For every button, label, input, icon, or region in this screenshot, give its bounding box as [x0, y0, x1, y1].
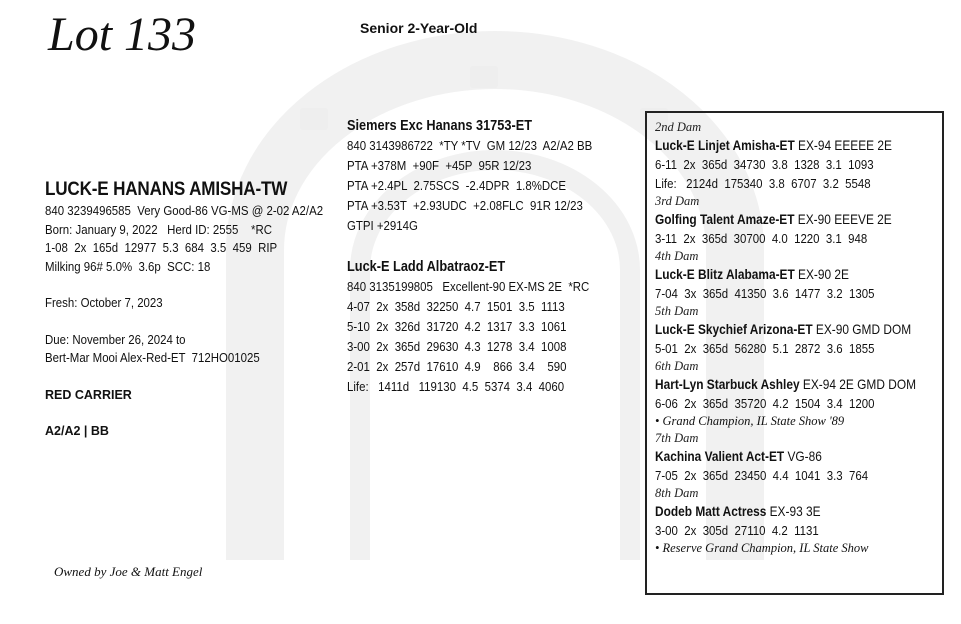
ancestor-name: Hart-Lyn Starbuck Ashley: [655, 376, 800, 392]
ancestor-record: 5-01 2x 365d 56280 5.1 2872 3.6 1855: [655, 341, 875, 356]
generation-label: 5th Dam: [655, 304, 699, 318]
generation-label: 2nd Dam: [655, 120, 702, 134]
genetics: A2/A2 | BB: [45, 423, 109, 438]
ancestor-score: VG-86: [784, 448, 822, 464]
sire-line: GTPI +2914G: [347, 218, 418, 233]
animal-detail-line: Born: January 9, 2022 Herd ID: 2555 *RC: [45, 221, 273, 237]
generation-label: 6th Dam: [655, 359, 699, 373]
ancestor-8th-dam: [655, 485, 934, 557]
sire-name: Siemers Exc Hanans 31753-ET: [347, 117, 532, 134]
ancestor-award: • Reserve Grand Champion, IL State Show: [655, 541, 869, 555]
ancestor-score: EX-90 GMD DOM: [812, 321, 912, 337]
ancestor-7th-dam: [655, 430, 934, 485]
generation-label: 8th Dam: [655, 486, 699, 500]
ancestor-score: EX-93 3E: [766, 503, 821, 519]
fresh-date: Fresh: October 7, 2023: [45, 295, 163, 310]
ancestor-record: 3-11 2x 365d 30700 4.0 1220 3.1 948: [655, 231, 868, 246]
dam-line: 840 3135199805 Excellent-90 EX-MS 2E *RC: [347, 279, 590, 294]
ancestor-award: • Grand Champion, IL State Show '89: [655, 414, 845, 428]
generation-label: 3rd Dam: [655, 194, 700, 208]
animal-detail-line: 1-08 2x 165d 12977 5.3 684 3.5 459 RIP: [45, 240, 278, 255]
ancestor-name: Luck-E Linjet Amisha-ET: [655, 137, 795, 153]
ancestor-score: EX-90 2E: [794, 266, 849, 282]
sire-line: PTA +3.53T +2.93UDC +2.08FLC 91R 12/23: [347, 198, 583, 213]
animal-detail-line: 840 3239496585 Very Good-86 VG-MS @ 2-02 A2/A2: [45, 203, 324, 218]
sire-line: PTA +378M +90F +45P 95R 12/23: [347, 158, 532, 173]
ancestor-4th-dam: [655, 248, 934, 303]
dam-line: 2-01 2x 257d 17610 4.9 866 3.4 590: [347, 359, 567, 374]
maternal-pedigree-box: [645, 111, 944, 595]
class-label: Senior 2-Year-Old: [360, 20, 478, 36]
ancestor-record: 7-05 2x 365d 23450 4.4 1041 3.3 764: [655, 468, 869, 483]
ancestor-score: EX-90 EEEVE 2E: [794, 211, 892, 227]
sire-section: [347, 116, 637, 236]
ancestor-score: EX-94 EEEEE 2E: [794, 137, 892, 153]
red-carrier: RED CARRIER: [45, 387, 132, 402]
animal-name: LUCK-E HANANS AMISHA-TW: [45, 179, 288, 200]
ancestor-5th-dam: [655, 303, 934, 358]
ancestor-name: Golfing Talent Amaze-ET: [655, 211, 795, 227]
dam-line: 5-10 2x 326d 31720 4.2 1317 3.3 1061: [347, 319, 567, 334]
ancestor-record: 7-04 3x 365d 41350 3.6 1477 3.2 1305: [655, 286, 875, 301]
animal-info: [45, 178, 345, 440]
ancestor-record: 3-00 2x 305d 27110 4.2 1131: [655, 523, 819, 538]
ancestor-3rd-dam: [655, 193, 934, 248]
owner: Owned by Joe & Matt Engel: [54, 564, 203, 579]
animal-detail-line: Milking 96# 5.0% 3.6p SCC: 18: [45, 258, 211, 274]
dam-section: [347, 257, 637, 397]
generation-label: 4th Dam: [655, 249, 699, 263]
dam-line: 4-07 2x 358d 32250 4.7 1501 3.5 1113: [347, 299, 565, 314]
ancestor-6th-dam: [655, 358, 934, 430]
ancestor-name: Luck-E Blitz Alabama-ET: [655, 266, 795, 282]
sire-line: PTA +2.4PL 2.75SCS -2.4DPR 1.8%DCE: [347, 178, 567, 193]
dam-line: 3-00 2x 365d 29630 4.3 1278 3.4 1008: [347, 339, 567, 354]
ancestor-record: 6-11 2x 365d 34730 3.8 1328 3.1 1093: [655, 157, 874, 172]
sire-line: 840 3143986722 *TY *TV GM 12/23 A2/A2 BB: [347, 138, 593, 153]
ancestor-name: Luck-E Skychief Arizona-ET: [655, 321, 813, 337]
ancestor-score: EX-94 2E GMD DOM: [799, 376, 916, 392]
generation-label: 7th Dam: [655, 431, 699, 445]
due-date: Due: November 26, 2024 to: [45, 331, 186, 347]
dam-name: Luck-E Ladd Albatraoz-ET: [347, 258, 506, 275]
ancestor-record: 6-06 2x 365d 35720 4.2 1504 3.4 1200: [655, 396, 875, 411]
lot-title: Lot 133: [48, 8, 197, 61]
ancestor-record: Life: 2124d 175340 3.8 6707 3.2 5548: [655, 176, 871, 191]
ancestor-name: Dodeb Matt Actress: [655, 503, 767, 519]
dam-line: Life: 1411d 119130 4.5 5374 3.4 4060: [347, 379, 565, 394]
ancestor-name: Kachina Valient Act-ET: [655, 448, 785, 464]
due-service-sire: Bert-Mar Mooi Alex-Red-ET 712HO01025: [45, 350, 260, 365]
ancestor-2nd-dam: [655, 119, 934, 193]
